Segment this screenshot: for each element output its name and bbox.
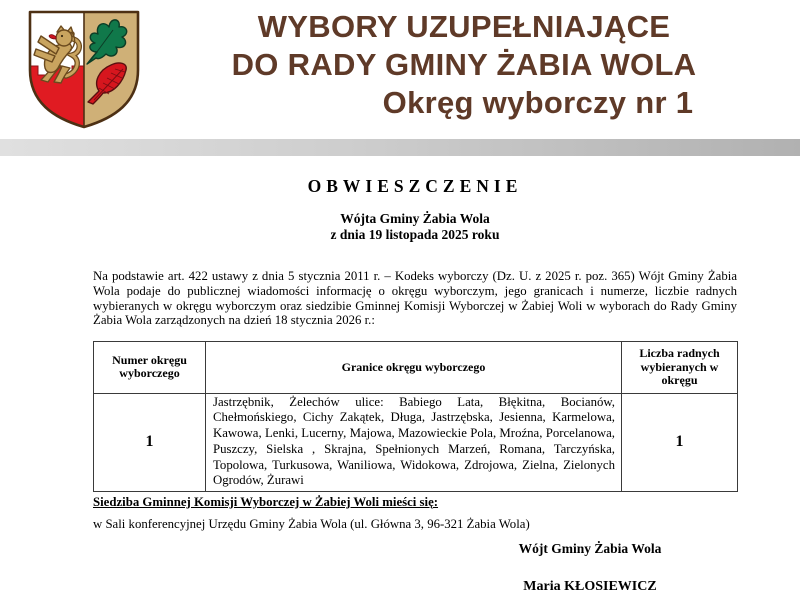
coat-of-arms-icon: [26, 8, 142, 134]
subtitle-issuer: Wójta Gminy Żabia Wola: [340, 211, 490, 226]
title-line-3: Okręg wyborczy nr 1: [382, 85, 694, 120]
councillors-count-cell: 1: [622, 393, 738, 492]
signature-name: Maria KŁOSIEWICZ: [523, 579, 657, 594]
district-number-cell: 1: [94, 393, 206, 492]
header-divider-bar: [0, 139, 800, 156]
header-district-boundaries: Granice okręgu wyborczego: [206, 342, 622, 394]
table-row: [94, 393, 738, 492]
district-table: [93, 341, 738, 492]
intro-paragraph: Na podstawie art. 422 ustawy z dnia 5 stycznia 2011 r. – Kodeks wyborczy (Dz. U. z 2025 r. poz. 365) Wójt Gminy Żabia Wola podaje do publicznej wiadomości informację o okręgu wyborczym, jego granicach i numerze, liczbie radnych wybieranych w okręgu wyborczym oraz siedzibie Gminnej Komisji Wyborczej w Żabiej Woli w wyborach do Rady Gminy Żabia Wola zarządzonych na dzień 18 stycznia 2026 r.:: [93, 269, 737, 328]
header-district-number: Numer okręgu wyborczego: [94, 342, 206, 394]
district-boundaries-cell: Jastrzębnik, Żelechów ulice: Babiego Lata, Błękitna, Bocianów, Chełmońskiego, Cichy Zakątek, Długa, Jastrzębska, Jesienna, Karmelowa, Kawowa, Lenki, Lucerny, Majowa, Mazowieckie Pola, Mroźna, Porcelanowa, Puszczy, Sielska , Skrajna, Spełnionych Marzeń, Romana, Tarczyńska, Topolowa, Turkusowa, Waniliowa, Widokowa, Zdrojowa, Zielna, Zielonych Ogrodów, Żurawi: [206, 393, 622, 492]
page-header: [0, 0, 800, 139]
title-line-1: WYBORY UZUPEŁNIAJĄCE: [257, 9, 671, 44]
commission-seat-heading: Siedziba Gminnej Komisji Wyborczej w Żabiej Woli mieści się:: [93, 495, 439, 509]
announcement-heading: OBWIESZCZENIE: [307, 176, 523, 196]
page-title: [128, 8, 800, 122]
title-line-2: DO RADY GMINY ŻABIA WOLA: [231, 47, 697, 82]
commission-seat-location: w Sali konferencyjnej Urzędu Gminy Żabia Wola (ul. Główna 3, 96-321 Żabia Wola): [93, 517, 530, 531]
header-councillors-count: Liczba radnych wybieranych w okręgu: [622, 342, 738, 394]
table-header-row: [94, 342, 738, 394]
announcement-subtitle: [93, 211, 737, 242]
signature-title: Wójt Gminy Żabia Wola: [518, 541, 662, 556]
subtitle-date: z dnia 19 listopada 2025 roku: [330, 226, 500, 242]
